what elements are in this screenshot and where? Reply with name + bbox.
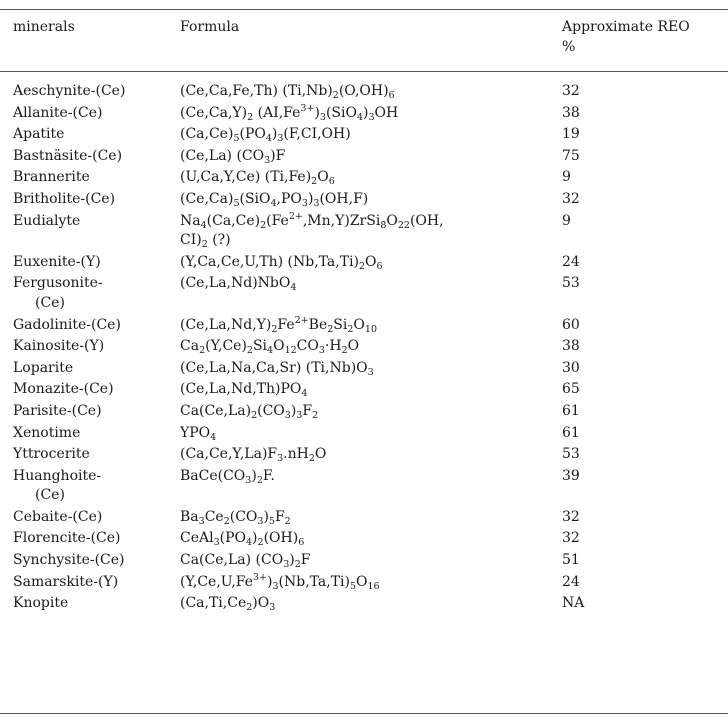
mineral-name xyxy=(13,168,163,188)
reo-value: 19 xyxy=(562,126,580,143)
formula-text: (OH, xyxy=(409,212,444,229)
formula-line xyxy=(180,168,540,188)
formula-subscript: 2 xyxy=(256,474,263,486)
mineral-name xyxy=(13,424,163,444)
formula-text: (OH,F) xyxy=(319,190,369,207)
formula-text: (CO xyxy=(229,508,258,525)
table-row xyxy=(0,529,728,551)
formula-text: (Ce,La,Nd)NbO xyxy=(180,275,291,292)
formula-subscript: 3 xyxy=(245,474,252,486)
formula-text: ) xyxy=(363,104,369,121)
formula-text: O xyxy=(314,446,327,463)
formula-subscript: 3 xyxy=(296,409,303,421)
formula-text: O xyxy=(353,316,365,333)
formula-subscript: 5 xyxy=(233,133,240,145)
formula-text: CI) xyxy=(180,232,202,249)
formula-text: O xyxy=(317,169,329,186)
formula-line xyxy=(180,380,540,400)
formula-line xyxy=(180,402,540,422)
formula-text: CeAl xyxy=(180,530,214,547)
mineral-name xyxy=(13,147,163,167)
formula-text: )F xyxy=(270,147,286,164)
table-row xyxy=(0,274,728,315)
formula-text: (Ce,Ca,Fe,Th) (Ti,Nb) xyxy=(180,83,333,99)
reo-value: 38 xyxy=(562,338,580,355)
formula-text: Ca xyxy=(180,338,200,355)
formula-subscript: 2 xyxy=(311,176,318,188)
formula-text: ) xyxy=(290,402,297,419)
formula-line xyxy=(180,359,540,379)
table-row xyxy=(0,445,728,467)
formula-line xyxy=(180,445,540,465)
formula-line xyxy=(180,190,540,210)
formula-text: Be xyxy=(308,316,328,333)
formula-text: (Y,Ce,U,Fe xyxy=(180,573,253,590)
formula-line xyxy=(180,573,540,593)
formula-text: (U,Ca,Y,Ce) (Ti,Fe) xyxy=(180,169,312,186)
mineral-name xyxy=(13,212,163,232)
formula-subscript: 3 xyxy=(313,197,320,209)
formula-subscript: 4 xyxy=(246,537,253,549)
formula-subscript: 2 xyxy=(294,559,301,571)
formula-text: OH xyxy=(374,104,399,121)
formula-text: (Ce,La,Nd,Y) xyxy=(180,316,272,333)
mineral-name-line: Fergusonite- xyxy=(13,275,103,292)
formula-subscript: 5 xyxy=(233,197,240,209)
formula-subscript: 6 xyxy=(328,176,335,188)
reo-value: 61 xyxy=(562,402,580,419)
formula-text: ·H xyxy=(324,338,342,355)
formula-subscript: 10 xyxy=(364,323,377,335)
mineral-name-line: Euxenite-(Y) xyxy=(13,253,101,270)
formula-line xyxy=(180,551,540,571)
table-row xyxy=(0,147,728,169)
mineral-name xyxy=(13,337,163,357)
formula-text: ,PO xyxy=(276,190,302,207)
formula-text: Fe xyxy=(277,316,295,333)
mineral-name xyxy=(13,359,163,379)
header-formula: Formula xyxy=(180,19,240,35)
formula-subscript: 8 xyxy=(380,219,387,231)
mineral-name-line: Loparite xyxy=(13,359,74,376)
formula-line xyxy=(180,467,540,487)
mineral-name-line: Brannerite xyxy=(13,169,90,186)
formula-line xyxy=(180,316,540,336)
reo-value: 24 xyxy=(562,573,580,590)
chemical-formula xyxy=(180,190,540,210)
formula-text: Ba xyxy=(180,508,199,525)
mineral-name-line: (Ce) xyxy=(35,487,65,504)
formula-text: ) xyxy=(251,467,257,484)
formula-text: (Ca,Ti,Ce xyxy=(180,595,247,612)
chemical-formula xyxy=(180,337,540,357)
formula-text: ) xyxy=(314,104,320,121)
formula-text: (OH) xyxy=(263,530,299,547)
table-row xyxy=(0,190,728,212)
table-row xyxy=(0,594,728,616)
formula-subscript: 3 xyxy=(284,409,291,421)
formula-line xyxy=(180,594,540,614)
mineral-name xyxy=(13,274,163,313)
table-row xyxy=(0,467,728,508)
formula-subscript: 12 xyxy=(284,345,297,357)
formula-text: (SiO xyxy=(239,190,271,207)
formula-text: (F,CI,OH) xyxy=(283,126,351,143)
formula-subscript: 4 xyxy=(270,197,277,209)
formula-subscript: 2 xyxy=(308,453,315,465)
mineral-name-line: Huanghoite- xyxy=(13,467,102,484)
formula-line xyxy=(180,253,540,273)
chemical-formula xyxy=(180,104,540,124)
mineral-name-line: Synchysite-(Ce) xyxy=(13,552,125,569)
formula-text: (AI,Fe xyxy=(253,104,301,121)
chemical-formula xyxy=(180,402,540,422)
mineral-name-line: Allanite-(Ce) xyxy=(13,104,103,121)
table-row xyxy=(0,508,728,530)
formula-text: Si xyxy=(333,316,348,333)
formula-text: Ca(Ce,La) (CO xyxy=(180,552,284,569)
formula-subscript: 3 xyxy=(368,111,375,123)
formula-text: O xyxy=(356,573,368,590)
table-row xyxy=(0,402,728,424)
formula-text: F. xyxy=(262,467,275,484)
formula-subscript: 2 xyxy=(327,323,334,335)
mineral-name xyxy=(13,573,163,593)
formula-subscript: 3 xyxy=(367,366,374,378)
formula-text: (Ce,Ca) xyxy=(180,190,234,207)
table-row xyxy=(0,337,728,359)
table-row xyxy=(0,253,728,275)
formula-subscript: 16 xyxy=(367,580,380,592)
formula-line xyxy=(180,508,540,528)
formula-subscript: 2 xyxy=(247,111,254,123)
formula-text: F xyxy=(300,552,311,569)
reo-value: 9 xyxy=(562,169,571,186)
formula-text: F xyxy=(274,508,285,525)
formula-text: CO xyxy=(296,338,319,355)
chemical-formula xyxy=(180,274,540,294)
formula-subscript: 2 xyxy=(246,602,253,614)
formula-text: ) xyxy=(263,508,269,525)
reo-value: 32 xyxy=(562,83,580,99)
table-row xyxy=(0,316,728,338)
reo-value: 53 xyxy=(562,446,580,463)
formula-text: ) xyxy=(289,552,295,569)
mineral-name-line: Knopite xyxy=(13,595,69,612)
chemical-formula xyxy=(180,508,540,528)
reo-value: NA xyxy=(562,595,585,612)
formula-text: ) xyxy=(271,126,278,143)
mineral-name xyxy=(13,445,163,465)
formula-subscript: 2 xyxy=(246,345,253,357)
header-reo xyxy=(562,18,726,57)
formula-text: (?) xyxy=(207,232,231,249)
formula-subscript: 3 xyxy=(264,154,271,166)
mineral-name xyxy=(13,253,163,273)
formula-subscript: 3 xyxy=(277,453,284,465)
formula-line xyxy=(180,104,540,124)
mineral-name-line: Florencite-(Ce) xyxy=(13,530,121,547)
formula-text: F xyxy=(302,402,313,419)
formula-superscript: 3+ xyxy=(253,571,268,583)
formula-text: (CO xyxy=(257,402,285,419)
formula-subscript: 6 xyxy=(376,260,383,272)
formula-superscript: 2+ xyxy=(294,314,309,326)
mineral-name xyxy=(13,529,163,549)
formula-subscript: 2 xyxy=(199,345,206,357)
reo-value: 53 xyxy=(562,275,580,292)
table-row xyxy=(0,551,728,573)
reo-value: 60 xyxy=(562,316,580,333)
chemical-formula xyxy=(180,529,540,549)
formula-text: )O xyxy=(252,595,270,612)
formula-subscript: 4 xyxy=(200,219,207,231)
mineral-name-line: Aeschynite-(Ce) xyxy=(13,83,126,99)
formula-text: (Ce,La,Nd,Th)PO xyxy=(180,381,302,398)
formula-subscript: 22 xyxy=(397,219,410,231)
formula-subscript: 6 xyxy=(298,537,305,549)
formula-subscript: 3 xyxy=(277,133,284,145)
formula-subscript: 3 xyxy=(198,515,205,527)
mineral-name xyxy=(13,402,163,422)
formula-text: ) xyxy=(267,573,273,590)
formula-subscript: 3 xyxy=(269,602,276,614)
formula-text: ) xyxy=(252,530,258,547)
chemical-formula xyxy=(180,316,540,336)
formula-text: O xyxy=(365,253,377,270)
header-reo-line1: Approximate REO xyxy=(562,19,690,35)
mineral-name-line: Xenotime xyxy=(13,424,81,441)
mineral-name-line: Samarskite-(Y) xyxy=(13,573,119,590)
reo-value: 32 xyxy=(562,530,580,547)
chemical-formula xyxy=(180,147,540,167)
chemical-formula xyxy=(180,551,540,571)
chemical-formula xyxy=(180,594,540,614)
formula-line xyxy=(180,424,540,444)
table-body xyxy=(0,82,728,616)
formula-text: Ce xyxy=(204,508,224,525)
formula-subscript: 2 xyxy=(312,409,319,421)
formula-text: (Ca,Ce) xyxy=(206,212,261,229)
formula-line xyxy=(180,231,540,251)
formula-text: (SiO xyxy=(325,104,357,121)
mineral-name xyxy=(13,467,163,506)
formula-subscript: 3 xyxy=(301,197,308,209)
formula-superscript: 2+ xyxy=(288,210,303,222)
formula-text: O xyxy=(273,338,285,355)
formula-subscript: 4 xyxy=(267,345,274,357)
formula-subscript: 2 xyxy=(271,323,278,335)
formula-line xyxy=(180,212,540,232)
formula-subscript: 4 xyxy=(265,133,272,145)
formula-text: (Nb,Ta,Ti) xyxy=(278,573,350,590)
table-bottom-rule xyxy=(0,713,728,714)
formula-subscript: 2 xyxy=(341,345,348,357)
formula-subscript: 6 xyxy=(388,90,395,101)
formula-text: (Y,Ca,Ce,U,Th) (Nb,Ta,Ti) xyxy=(180,253,359,270)
table-top-rule xyxy=(0,9,728,10)
formula-line xyxy=(180,147,540,167)
formula-subscript: 2 xyxy=(347,323,354,335)
chemical-formula xyxy=(180,212,540,251)
formula-subscript: 5 xyxy=(268,515,275,527)
mineral-name-line: Gadolinite-(Ce) xyxy=(13,316,121,333)
table-row xyxy=(0,125,728,147)
chemical-formula xyxy=(180,168,540,188)
table-row xyxy=(0,168,728,190)
mineral-name xyxy=(13,125,163,145)
table-row xyxy=(0,104,728,126)
formula-subscript: 5 xyxy=(349,580,357,592)
formula-subscript: 2 xyxy=(201,239,208,251)
mineral-name xyxy=(13,104,163,124)
table-row xyxy=(0,82,728,104)
formula-subscript: 2 xyxy=(284,515,291,527)
formula-text: .nH xyxy=(283,446,309,463)
formula-line xyxy=(180,274,540,294)
chemical-formula xyxy=(180,445,540,465)
header-reo-line2: % xyxy=(562,38,576,55)
formula-text: O xyxy=(347,338,360,355)
reo-value: 39 xyxy=(562,467,580,484)
formula-text: BaCe(CO xyxy=(180,467,246,484)
formula-subscript: 3 xyxy=(319,111,326,123)
formula-text: (Fe xyxy=(266,212,289,229)
formula-text: Na xyxy=(180,212,201,229)
mineral-name-line: Yttrocerite xyxy=(13,446,90,463)
reo-value: 65 xyxy=(562,381,580,398)
formula-text: (O,OH) xyxy=(338,83,389,99)
formula-subscript: 3 xyxy=(283,559,290,571)
mineral-name-line: Monazite-(Ce) xyxy=(13,381,114,398)
mineral-name-line: Apatite xyxy=(13,126,65,143)
mineral-name-line: Britholite-(Ce) xyxy=(13,190,116,207)
formula-text: ,Mn,Y)ZrSi xyxy=(302,212,381,229)
mineral-name xyxy=(13,82,163,102)
reo-value: 9 xyxy=(562,212,571,229)
mineral-name-line: Eudialyte xyxy=(13,212,81,229)
mineral-name xyxy=(13,316,163,336)
formula-line xyxy=(180,529,540,549)
formula-superscript: 3+ xyxy=(300,102,315,114)
formula-subscript: 4 xyxy=(210,431,217,443)
mineral-name-line: Bastnäsite-(Ce) xyxy=(13,147,123,164)
mineral-name-line: Kainosite-(Y) xyxy=(13,338,105,355)
table-row xyxy=(0,573,728,595)
formula-text: Ca(Ce,La) xyxy=(180,402,252,419)
formula-text: (Y,Ce) xyxy=(205,338,247,355)
formula-subscript: 2 xyxy=(251,409,258,421)
mineral-name xyxy=(13,380,163,400)
reo-value: 51 xyxy=(562,552,580,569)
formula-text: Si xyxy=(252,338,268,355)
formula-line xyxy=(180,337,540,357)
chemical-formula xyxy=(180,82,540,102)
chemical-formula xyxy=(180,125,540,145)
mineral-name-line: Parisite-(Ce) xyxy=(13,402,102,419)
formula-subscript: 3 xyxy=(272,580,279,592)
formula-text: O xyxy=(386,212,398,229)
chemical-formula xyxy=(180,467,540,487)
reo-value: 38 xyxy=(562,104,580,121)
mineral-name-line: Cebaite-(Ce) xyxy=(13,508,103,525)
formula-line xyxy=(180,125,540,145)
formula-text: (PO xyxy=(239,126,266,143)
reo-value: 24 xyxy=(562,253,580,270)
mineral-name xyxy=(13,594,163,614)
header-rule xyxy=(0,71,728,72)
formula-line xyxy=(180,82,540,102)
chemical-formula xyxy=(180,253,540,273)
formula-text: YPO xyxy=(180,424,211,441)
formula-subscript: 3 xyxy=(213,537,220,549)
chemical-formula xyxy=(180,380,540,400)
formula-subscript: 2 xyxy=(260,219,267,231)
reo-value: 32 xyxy=(562,508,580,525)
chemical-formula xyxy=(180,424,540,444)
table-row xyxy=(0,212,728,253)
formula-text: (Ca,Ce,Y,La)F xyxy=(180,446,278,463)
mineral-name xyxy=(13,190,163,210)
chemical-formula xyxy=(180,359,540,379)
mineral-name xyxy=(13,551,163,571)
header-minerals: minerals xyxy=(13,19,75,35)
formula-text: (Ce,Ca,Y) xyxy=(180,104,248,121)
formula-text: (Ce,La) (CO xyxy=(180,147,265,164)
mineral-name xyxy=(13,508,163,528)
mineral-name-line: (Ce) xyxy=(35,294,65,311)
formula-text: (Ce,La,Na,Ca,Sr) (Ti,Nb)O xyxy=(180,359,368,376)
reo-value: 30 xyxy=(562,359,580,376)
formula-text: ) xyxy=(307,190,314,207)
formula-subscript: 4 xyxy=(356,111,364,123)
formula-subscript: 3 xyxy=(318,345,325,357)
table-row xyxy=(0,424,728,446)
table-row xyxy=(0,380,728,402)
formula-subscript: 3 xyxy=(257,515,264,527)
reo-value: 32 xyxy=(562,190,580,207)
reo-value: 61 xyxy=(562,424,580,441)
formula-text: (Ca,Ce) xyxy=(180,126,234,143)
table-row xyxy=(0,359,728,381)
reo-value: 75 xyxy=(562,147,580,164)
formula-subscript: 4 xyxy=(301,388,308,400)
formula-text: (PO xyxy=(219,530,246,547)
chemical-formula xyxy=(180,573,540,593)
formula-subscript: 4 xyxy=(290,282,297,294)
formula-subscript: 2 xyxy=(359,260,366,272)
formula-subscript: 2 xyxy=(332,90,339,101)
formula-subscript: 2 xyxy=(257,537,264,549)
formula-subscript: 2 xyxy=(223,515,230,527)
